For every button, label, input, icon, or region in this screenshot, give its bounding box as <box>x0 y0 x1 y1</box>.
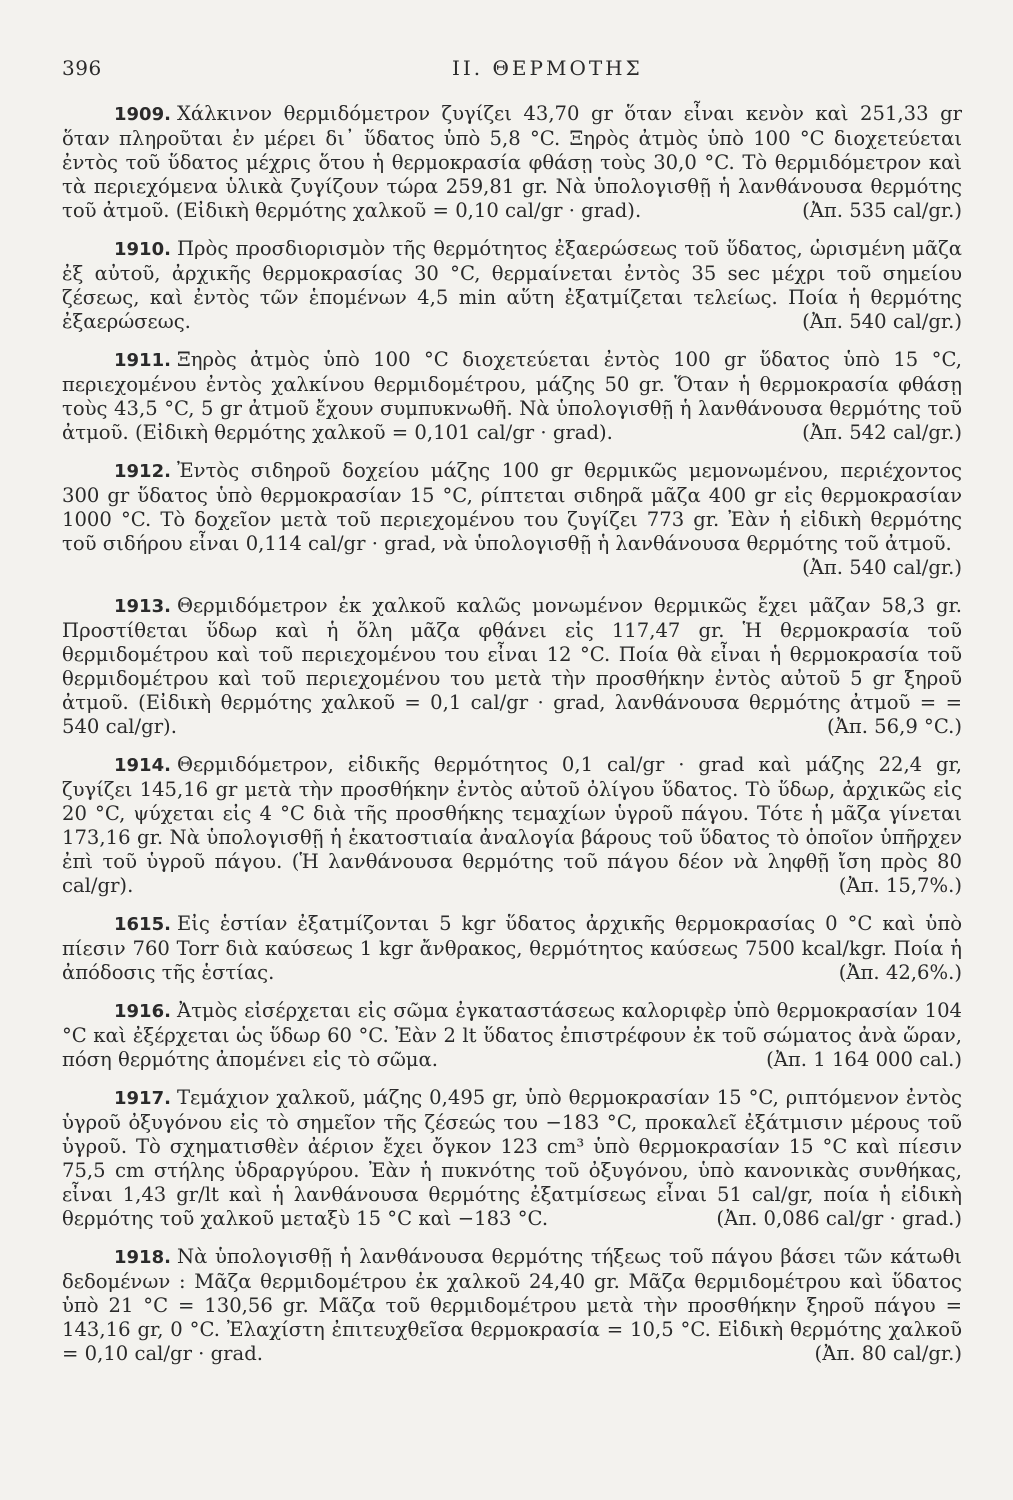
problem-answer: (Ἀπ. 542 cal/gr.) <box>802 421 962 444</box>
problem-number: 1909. <box>114 104 171 125</box>
problem-answer: (Ἀπ. 0,086 cal/gr · grad.) <box>716 1207 962 1230</box>
problem-1912 <box>62 459 962 580</box>
problem-text: Πρὸς προσδιορισμὸν τῆς θερμότητος ἐξαερώσεως τοῦ ὕδατος, ὡρισμένη μᾶζα ἐξ αὐτοῦ, ἀρχικῆς θερμοκρασίας 30 °C, θερμαίνεται ἐντὸς 35 sec μέχρι τοῦ σημείου ζέσεως, καὶ ἐντὸς τῶν ἑπομένων 4,5 min αὕτη ἐξατμίζεται τελείως. Ποία ἡ θερμότης ἐξαερώσεως. <box>62 237 962 333</box>
problem-number: 1911. <box>114 350 171 371</box>
problem-text: Νὰ ὑπολογισθῇ ἡ λανθάνουσα θερμότης τήξεως τοῦ πάγου βάσει τῶν κάτωθι δεδομένων : Μᾶζα θερμιδομέτρου ἐκ χαλκοῦ 24,40 gr. Μᾶζα θερμιδομέτρου καὶ ὕδατος ὑπὸ 21 °C = 130,56 gr. Μᾶζα τοῦ θερμιδομέτρου μετὰ τὴν προσθήκην ξηροῦ πάγου = 143,16 gr, 0 °C. Ἐλαχίστη ἐπιτευχθεῖσα θερμοκρασία = 10,5 °C. Εἰδικὴ θερμότης χαλκοῦ = 0,10 cal/gr · grad. <box>62 1245 962 1365</box>
problem-1910 <box>62 237 962 334</box>
problem-1918 <box>62 1245 962 1366</box>
problem-number: 1912. <box>114 461 171 482</box>
problem-text: Εἰς ἑστίαν ἐξατμίζονται 5 kgr ὕδατος ἀρχικῆς θερμοκρασίας 0 °C καὶ ὑπὸ πίεσιν 760 Torr διὰ καύσεως 1 kgr ἄνθρακος, θερμότητος καύσεως 7500 kcal/kgr. Ποία ἡ ἀπόδοσις τῆς ἑστίας. <box>62 912 962 984</box>
book-page <box>62 52 962 1380</box>
problem-1913 <box>62 594 962 739</box>
problem-number: 1910. <box>114 239 171 260</box>
problem-number: 1913. <box>114 596 171 617</box>
problem-answer: (Ἀπ. 1 164 000 cal.) <box>766 1048 962 1071</box>
problem-answer: (Ἀπ. 56,9 °C.) <box>827 715 962 738</box>
problem-text: Ξηρὸς ἀτμὸς ὑπὸ 100 °C διοχετεύεται ἐντὸς 100 gr ὕδατος ὑπὸ 15 °C, περιεχομένου ἐντὸς χαλκίνου θερμιδομέτρου, μάζης 50 gr. Ὅταν ἡ θερμοκρασία φθάσῃ τοὺς 43,5 °C, 5 gr ἀτμοῦ ἔχουν συμπυκνωθῆ. Νὰ ὑπολογισθῇ ἡ λανθάνουσα θερμότης τοῦ ἀτμοῦ. (Εἰδικὴ θερμότης χαλκοῦ = 0,101 cal/gr · grad). <box>62 348 962 444</box>
problem-1916 <box>62 999 962 1072</box>
problem-number: 1914. <box>114 755 171 776</box>
problem-1615 <box>62 912 962 985</box>
problem-1914 <box>62 753 962 898</box>
problem-answer: (Ἀπ. 540 cal/gr.) <box>802 310 962 333</box>
problem-number: 1916. <box>114 1001 171 1022</box>
problem-answer: (Ἀπ. 42,6%.) <box>838 961 962 984</box>
problem-1909 <box>62 102 962 223</box>
problem-number: 1917. <box>114 1088 171 1109</box>
problem-number: 1918. <box>114 1247 171 1268</box>
problem-1917 <box>62 1086 962 1231</box>
problem-answer: (Ἀπ. 15,7%.) <box>838 874 962 897</box>
problem-text: Ἀτμὸς εἰσέρχεται εἰς σῶμα ἐγκαταστάσεως καλοριφὲρ ὑπὸ θερμοκρασίαν 104 °C καὶ ἐξέρχεται ὡς ὕδωρ 60 °C. Ἐὰν 2 lt ὕδατος ἐπιστρέφουν ἐκ τοῦ σώματος ἀνὰ ὥραν, πόση θερμότης ἀπομένει εἰς τὸ σῶμα. <box>62 999 962 1071</box>
problem-answer: (Ἀπ. 540 cal/gr.) <box>802 556 962 579</box>
problem-answer: (Ἀπ. 535 cal/gr.) <box>802 199 962 222</box>
problem-number: 1615. <box>114 914 171 935</box>
page-number: 396 <box>62 56 102 80</box>
problem-list <box>62 102 962 1366</box>
problem-text: Θερμιδόμετρον ἐκ χαλκοῦ καλῶς μονωμένον θερμικῶς ἔχει μᾶζαν 58,3 gr. Προστίθεται ὕδωρ καὶ ἡ ὅλη μᾶζα φθάνει εἰς 117,47 gr. Ἡ θερμοκρασία τοῦ θερμιδομέτρου καὶ τοῦ περιεχομένου του εἶναι 12 °C. Ποία θὰ εἶναι ἡ θερμοκρασία τοῦ θερμιδομέτρου καὶ τοῦ περιεχομένου του μετὰ τὴν προσθήκην ἐντὸς αὐτοῦ 5 gr ξηροῦ ἀτμοῦ. (Εἰδικὴ θερμότης χαλκοῦ = 0,1 cal/gr · grad, λανθάνουσα θερμότης ἀτμοῦ = = 540 cal/gr). <box>62 594 962 738</box>
running-title: II. ΘΕΡΜΟΤΗΣ <box>452 56 643 80</box>
problem-text: Θερμιδόμετρον, εἰδικῆς θερμότητος 0,1 cal/gr · grad καὶ μάζης 22,4 gr, ζυγίζει 145,16 gr μετὰ τὴν προσθήκην ἐντὸς αὐτοῦ ὀλίγου ὕδατος. Τὸ ὕδωρ, ἀρχικῶς εἰς 20 °C, ψύχεται εἰς 4 °C διὰ τῆς προσθήκης τεμαχίων ὑγροῦ πάγου. Τότε ἡ μᾶζα γίνεται 173,16 gr. Νὰ ὑπολογισθῇ ἡ ἑκατοστιαία ἀναλογία βάρους τοῦ ὕδατος τὸ ὁποῖον ὑπῆρχεν ἐπὶ τοῦ ὑγροῦ πάγου. (Ἡ λανθάνουσα θερμότης τοῦ πάγου δέον νὰ ληφθῇ ἴση πρὸς 80 cal/gr). <box>62 753 962 897</box>
page-header <box>62 52 962 82</box>
problem-answer: (Ἀπ. 80 cal/gr.) <box>814 1342 962 1365</box>
problem-text: Ἐντὸς σιδηροῦ δοχείου μάζης 100 gr θερμικῶς μεμονωμένου, περιέχοντος 300 gr ὕδατος ὑπὸ θερμοκρασίαν 15 °C, ρίπτεται σιδηρᾶ μᾶζα 400 gr εἰς θερμοκρασίαν 1000 °C. Τὸ δοχεῖον μετὰ τοῦ περιεχομένου του ζυγίζει 773 gr. Ἐὰν ἡ εἰδικὴ θερμότης τοῦ σιδήρου εἶναι 0,114 cal/gr · grad, νὰ ὑπολογισθῇ ἡ λανθάνουσα θερμότης τοῦ ἀτμοῦ. <box>62 459 962 555</box>
problem-text: Τεμάχιον χαλκοῦ, μάζης 0,495 gr, ὑπὸ θερμοκρασίαν 15 °C, ριπτόμενον ἐντὸς ὑγροῦ ὀξυγόνου εἰς τὸ σημεῖον τῆς ζέσεώς του −183 °C, προκαλεῖ ἐξάτμισιν μέρους τοῦ ὑγροῦ. Τὸ σχηματισθὲν ἀέριον ἔχει ὄγκον 123 cm³ ὑπὸ θερμοκρασίαν 15 °C καὶ πίεσιν 75,5 cm στήλης ὑδραργύρου. Ἐὰν ἡ πυκνότης τοῦ ὀξυγόνου, ὑπὸ κανονικὰς συνθήκας, εἶναι 1,43 gr/lt καὶ ἡ λανθάνουσα θερμότης ἐξατμίσεως εἶναι 51 cal/gr, ποία ἡ εἰδικὴ θερμότης τοῦ χαλκοῦ μεταξὺ 15 °C καὶ −183 °C. <box>62 1086 962 1230</box>
problem-1911 <box>62 348 962 445</box>
problem-text: Χάλκινον θερμιδόμετρον ζυγίζει 43,70 gr ὅταν εἶναι κενὸν καὶ 251,33 gr ὅταν πληροῦται ἐν μέρει δι᾽ ὕδατος ὑπὸ 5,8 °C. Ξηρὸς ἀτμὸς ὑπὸ 100 °C διοχετεύεται ἐντὸς τοῦ ὕδατος μέχρις ὅτου ἡ θερμοκρασία φθάσῃ τοὺς 30,0 °C. Τὸ θερμιδόμετρον καὶ τὰ περιεχόμενα ὑλικὰ ζυγίζουν τώρα 259,81 gr. Νὰ ὑπολογισθῇ ἡ λανθάνουσα θερμότης τοῦ ἀτμοῦ. (Εἰδικὴ θερμότης χαλκοῦ = 0,10 cal/gr · grad). <box>62 102 962 222</box>
